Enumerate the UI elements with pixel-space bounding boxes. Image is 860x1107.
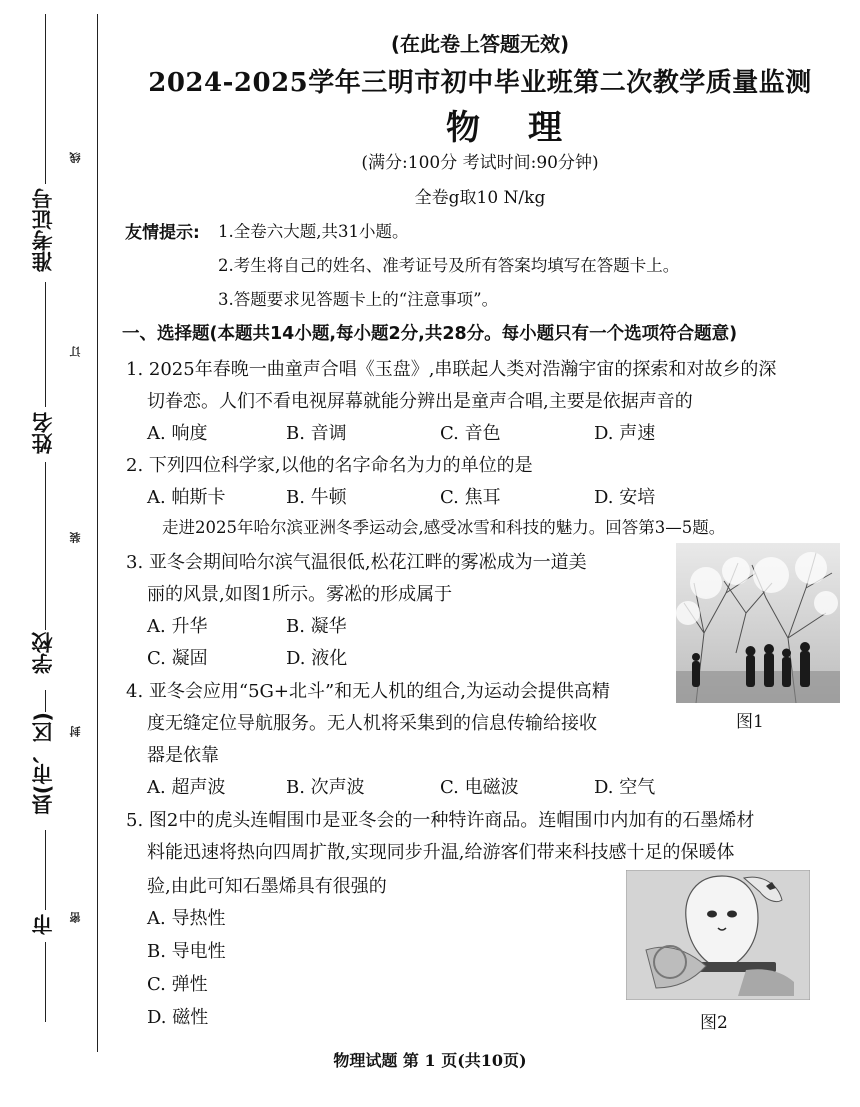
q3-option-a: A. 升华 [147,616,208,637]
county-underline-top [45,690,46,712]
figure-1-caption: 图1 [736,712,764,732]
group-intro: 走进2025年哈尔滨亚洲冬季运动会,感受冰雪和科技的魅力。回答第3—5题。 [162,518,726,537]
question-3-line-1: 3. 亚冬会期间哈尔滨气温很低,松花江畔的雾凇成为一道美 [126,552,587,573]
q2-option-a: A. 帕斯卡 [147,487,226,508]
question-4-line-2: 度无缝定位导航服务。无人机将采集到的信息传输给接收 [147,713,597,734]
question-5-line-3: 验,由此可知石墨烯具有很强的 [147,876,387,897]
figure-2-caption: 图2 [700,1013,728,1033]
q4-option-d: D. 空气 [594,777,656,798]
name-label: 姓名 [31,412,55,454]
city-underline-bottom [45,942,46,1022]
q4-option-b: B. 次声波 [286,777,365,798]
q5-option-d: D. 磁性 [147,1007,209,1028]
page-footer: 物理试题 第 1 页(共10页) [333,1051,527,1070]
exam-no-label: 准考证号 [31,188,55,272]
question-5-line-2: 料能迅速将热向四周扩散,实现同步升温,给游客们带来科技感十足的保暖体 [147,842,735,863]
q3-option-b: B. 凝华 [286,616,347,637]
q5-option-b: B. 导电性 [147,941,226,962]
cut-mark-xian: 线 [69,152,82,163]
section-heading: 一、选择题(本题共14小题,每小题2分,共28分。每小题只有一个选项符合题意) [122,324,738,344]
name-underline [45,282,46,407]
q2-option-c: C. 焦耳 [440,487,501,508]
city-underline-top [45,830,46,910]
subject-title: 物理 [446,108,610,148]
cut-mark-ding: 订 [69,346,82,357]
binding-margin-line [97,14,98,1052]
q5-option-c: C. 弹性 [147,974,208,995]
question-3-line-2: 丽的风景,如图1所示。雾凇的形成属于 [147,584,453,605]
tip-item: 2.考生将自己的姓名、准考证号及所有答案均填写在答题卡上。 [218,256,680,275]
q2-option-b: B. 牛顿 [286,487,347,508]
figure-1-rime-photo [676,543,840,703]
q1-option-b: B. 音调 [286,423,347,444]
q4-option-c: C. 电磁波 [440,777,519,798]
question-4-line-1: 4. 亚冬会应用“5G+北斗”和无人机的组合,为运动会提供高精 [126,681,610,702]
exam-no-underline [45,14,46,184]
q3-option-c: C. 凝固 [147,648,208,669]
q1-option-a: A. 响度 [147,423,208,444]
q5-option-a: A. 导热性 [147,908,226,929]
question-2-line-1: 2. 下列四位科学家,以他的名字命名为力的单位的是 [126,455,533,476]
g-value-note: 全卷g取10 N/kg [414,188,546,208]
question-1-line-1: 1. 2025年春晚一曲童声合唱《玉盘》,串联起人类对浩瀚宇宙的探索和对故乡的深 [126,359,777,380]
school-label: 学校 [31,632,55,674]
tips-label: 友情提示: [125,223,200,243]
question-5-line-1: 5. 图2中的虎头连帽围巾是亚冬会的一种特许商品。连帽围巾内加有的石墨烯材 [126,810,755,831]
school-underline [45,462,46,630]
q4-option-a: A. 超声波 [147,777,226,798]
tip-item: 3.答题要求见答题卡上的“注意事项”。 [218,290,499,309]
question-4-line-3: 器是依靠 [147,745,219,766]
q3-option-d: D. 液化 [286,648,348,669]
question-1-line-2: 切眷恋。人们不看电视屏幕就能分辨出是童声合唱,主要是依据声音的 [147,391,693,412]
q1-option-d: D. 声速 [594,423,656,444]
county-label: 县(市、区) [31,712,55,816]
exam-meta: (满分:100分 考试时间:90分钟) [361,153,599,173]
invalid-answer-notice: (在此卷上答题无效) [390,32,570,56]
cut-mark-feng: 封 [69,726,82,737]
cut-mark-zhuang: 装 [69,532,82,543]
tip-item: 1.全卷六大题,共31小题。 [218,222,409,241]
exam-title: 2024-2025学年三明市初中毕业班第二次教学质量监测 [148,68,812,98]
q2-option-d: D. 安培 [594,487,656,508]
q1-option-c: C. 音色 [440,423,501,444]
cut-mark-mi: 密 [69,912,82,923]
figure-2-scarf-photo [626,870,810,1000]
city-label: 市 [31,914,55,935]
